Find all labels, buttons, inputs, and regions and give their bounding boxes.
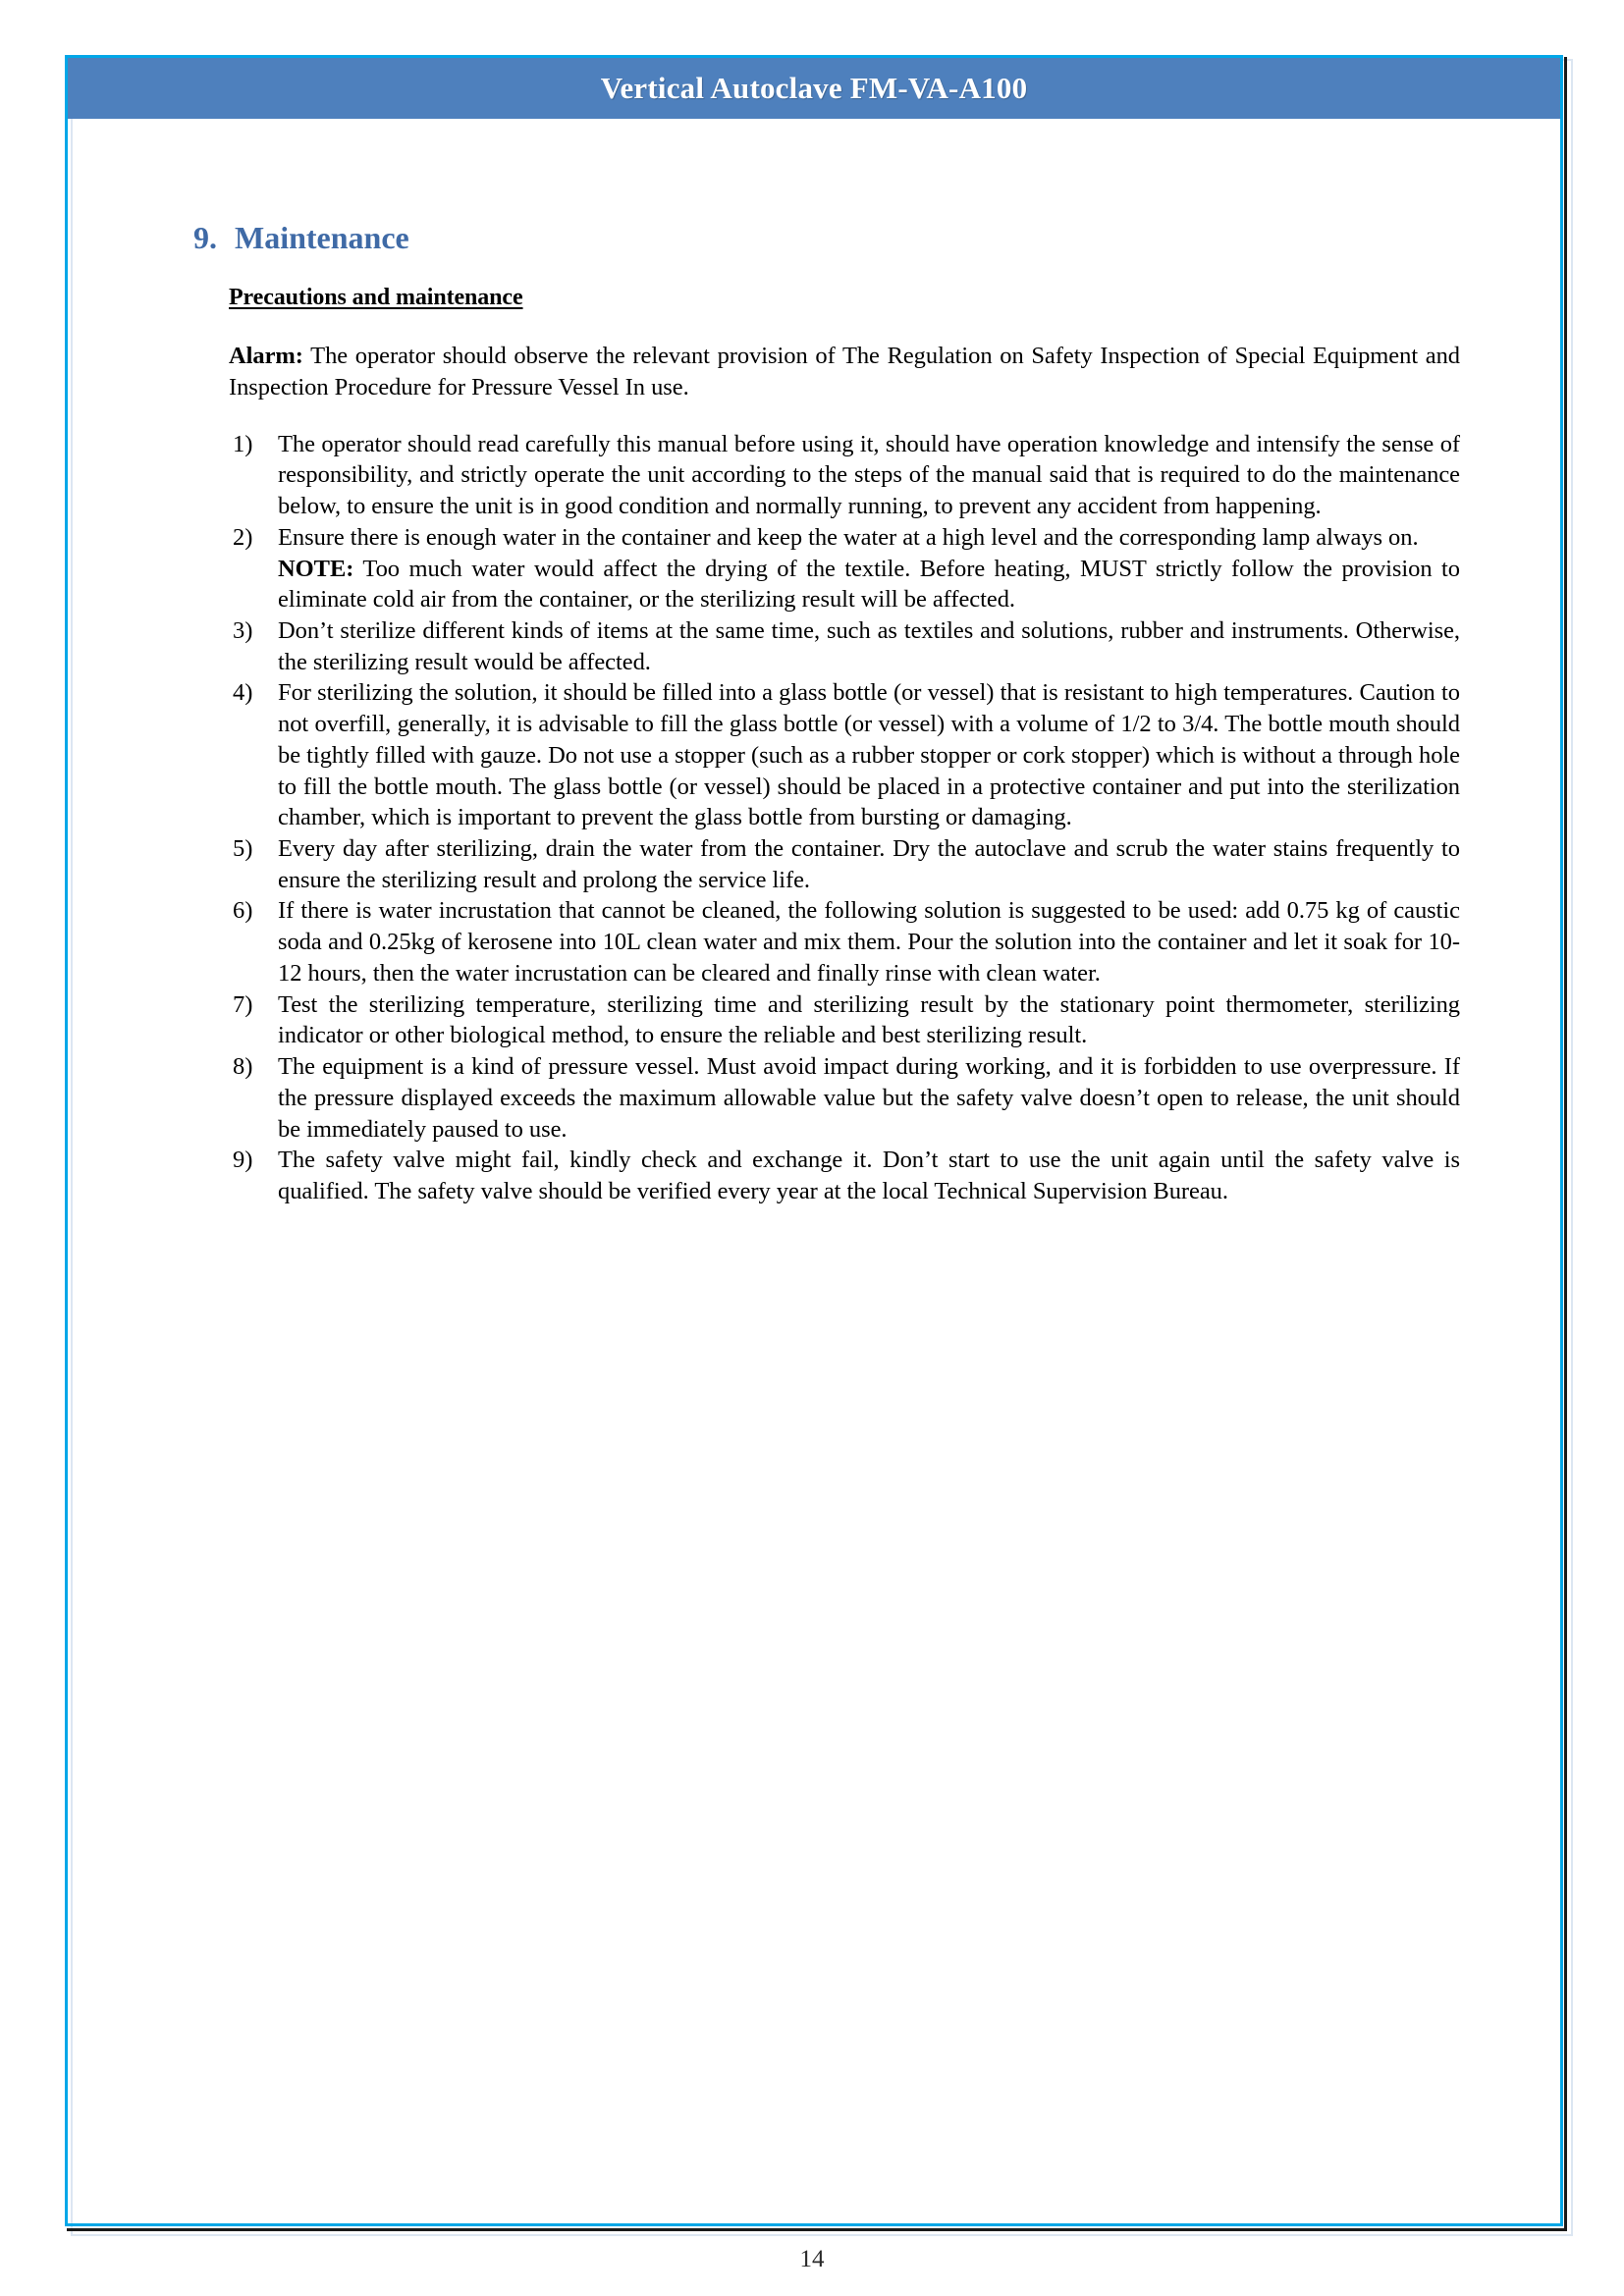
list-item-text: Test the sterilizing temperature, sterilizing time and sterilizing result by the stationary point thermometer, sterilizing indicator or other biological method, to ensure the reliable and best sterilizing result. bbox=[278, 990, 1460, 1049]
list-item-text: The safety valve might fail, kindly check and exchange it. Don’t start to use the unit again until the safety valve is qualified. The safety valve should be verified every year at the local Technical Supervision Bureau. bbox=[278, 1147, 1460, 1204]
maintenance-list bbox=[229, 429, 1460, 1207]
alarm-paragraph bbox=[229, 341, 1460, 403]
document-header-band bbox=[68, 58, 1560, 119]
alarm-text: The operator should observe the relevant provision of The Regulation on Safety Inspection of Special Equipment and Inspection Procedure for Pressure Vessel In use. bbox=[229, 343, 1460, 400]
list-item-text: Don’t sterilize different kinds of items at the same time, such as textiles and solutions, rubber and instruments. Otherwise, the sterilizing result would be affected. bbox=[278, 617, 1460, 675]
list-item-marker: 3) bbox=[233, 617, 253, 644]
list-item-text: The operator should read carefully this manual before using it, should have operation knowledge and intensify the sense of responsibility, and strictly operate the unit according to the steps of the manual said that is required to do the maintenance below, to ensure the unit is in good condition and normally running, to prevent any accident from happening. bbox=[278, 430, 1460, 520]
section-heading bbox=[193, 220, 409, 256]
list-item-marker: 5) bbox=[233, 835, 253, 863]
list-item-text: If there is water incrustation that cannot be cleaned, the following solution is suggested to be used: add 0.75 kg of caustic soda and 0.25kg of kerosene into 10L clean water and mix them. Pour the solution into the container and let it soak for 10- 12 hours, then the water incrustation can be cleared and finally rinse with clean water. bbox=[278, 897, 1460, 987]
list-item bbox=[229, 1145, 1460, 1206]
list-item bbox=[229, 833, 1460, 895]
note-text: Too much water would affect the drying of the textile. Before heating, MUST strictly follow the provision to eliminate cold air from the container, or the sterilizing result will be affected. bbox=[278, 555, 1460, 614]
list-item-marker: 7) bbox=[233, 990, 253, 1018]
alarm-label: Alarm: bbox=[229, 343, 303, 369]
subsection-heading: Precautions and maintenance bbox=[229, 285, 523, 310]
list-item bbox=[229, 429, 1460, 522]
list-item bbox=[229, 1051, 1460, 1145]
list-item-marker: 1) bbox=[233, 430, 253, 457]
body-block bbox=[229, 285, 1460, 1207]
list-item-text: For sterilizing the solution, it should be filled into a glass bottle (or vessel) that is resistant to high temperatures. Caution to not overfill, generally, it is advisable to fill the glass bottle (or vessel) with a volume of 1/2 to 3/4. The bottle mouth should be tightly filled with gauze. Do not use a stopper (such as a rubber stopper or cork stopper) which is without a through hole to fill the bottle mouth. The glass bottle (or vessel) should be placed in a protective container and put into the sterilization chamber, which is important to prevent the glass bottle from bursting or damaging. bbox=[278, 679, 1460, 831]
page-content bbox=[68, 122, 1560, 2222]
list-item-marker: 2) bbox=[233, 523, 253, 551]
list-item-marker: 8) bbox=[233, 1053, 253, 1081]
list-item-marker: 6) bbox=[233, 897, 253, 925]
section-number: 9. bbox=[193, 220, 217, 255]
list-item bbox=[229, 895, 1460, 988]
list-item-marker: 4) bbox=[233, 679, 253, 707]
page-number: 14 bbox=[799, 2246, 825, 2272]
note-label: NOTE: bbox=[278, 555, 354, 582]
list-item-text: The equipment is a kind of pressure vessel. Must avoid impact during working, and it is forbidden to use overpressure. If the pressure displayed exceeds the maximum allowable value but the safety valve doesn’t open to release, the unit should be immediately paused to use. bbox=[278, 1053, 1460, 1143]
list-item-text: Ensure there is enough water in the container and keep the water at a high level and the corresponding lamp always on. bbox=[278, 523, 1419, 551]
document-title: Vertical Autoclave FM-VA-A100 bbox=[600, 71, 1028, 105]
list-item bbox=[229, 677, 1460, 833]
section-title: Maintenance bbox=[235, 220, 409, 255]
list-item bbox=[229, 615, 1460, 677]
list-item-marker: 9) bbox=[233, 1147, 253, 1174]
list-item bbox=[229, 989, 1460, 1051]
list-item-note bbox=[278, 554, 1460, 615]
list-item bbox=[229, 522, 1460, 615]
list-item-text: Every day after sterilizing, drain the water from the container. Dry the autoclave and scrub the water stains frequently to ensure the sterilizing result and prolong the service life. bbox=[278, 835, 1460, 893]
